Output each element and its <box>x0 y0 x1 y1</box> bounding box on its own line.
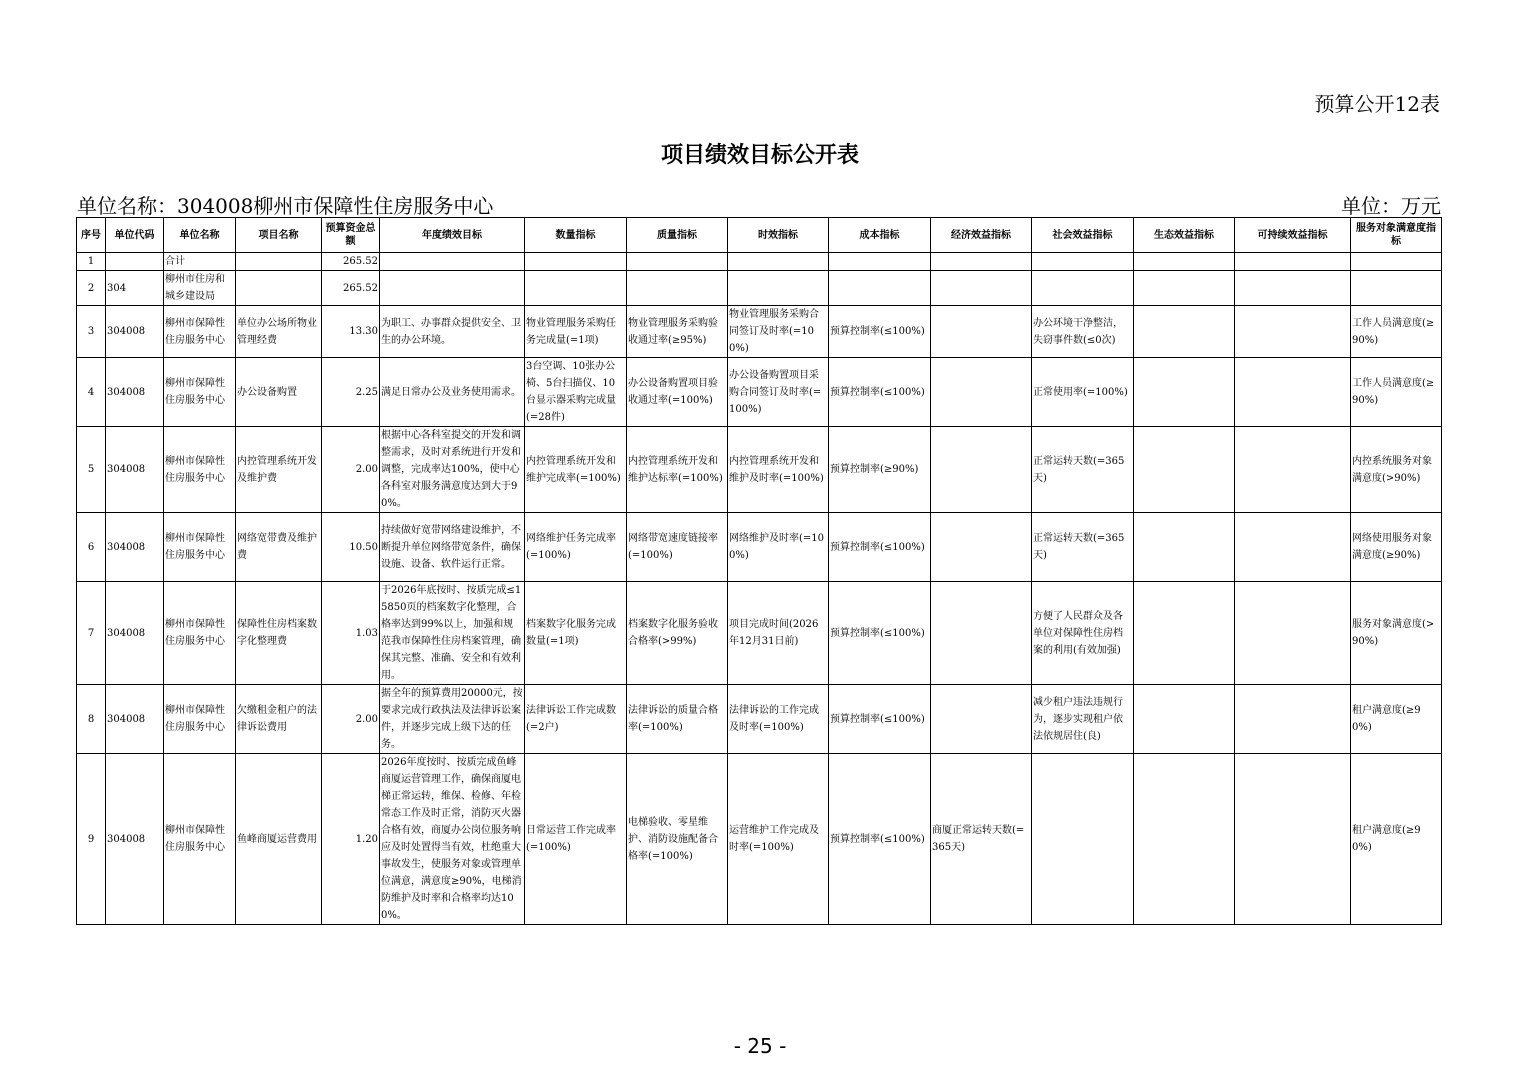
header-cell: 可持续效益指标 <box>1235 218 1351 253</box>
table-cell <box>1134 253 1235 271</box>
table-cell: 柳州市保障性住房服务中心 <box>164 754 236 925</box>
table-cell: 5 <box>77 427 106 513</box>
table-cell <box>728 253 829 271</box>
table-cell: 304 <box>106 271 164 306</box>
table-cell: 办公设备购置 <box>236 358 322 427</box>
table-number-label: 预算公开12表 <box>1314 92 1440 116</box>
table-cell <box>1032 253 1134 271</box>
table-cell: 304008 <box>106 306 164 358</box>
header-cell: 单位代码 <box>106 218 164 253</box>
table-cell <box>931 513 1032 582</box>
table-row <box>77 306 1442 358</box>
table-body <box>77 253 1442 925</box>
table-cell <box>1032 754 1134 925</box>
table-cell <box>380 253 525 271</box>
table-cell <box>1235 306 1351 358</box>
table-cell: 柳州市保障性住房服务中心 <box>164 513 236 582</box>
table-cell: 预算控制率(≥90%) <box>829 427 931 513</box>
table-row <box>77 582 1442 685</box>
table-cell: 项目完成时间(2026年12月31日前) <box>728 582 829 685</box>
table-cell: 正常运转天数(=365天) <box>1032 513 1134 582</box>
table-cell <box>1134 582 1235 685</box>
table-cell: 2.00 <box>322 685 380 754</box>
header-cell: 服务对象满意度指标 <box>1351 218 1442 253</box>
table-cell: 265.52 <box>322 271 380 306</box>
table-cell: 工作人员满意度(≥90%) <box>1351 358 1442 427</box>
unit-info-line <box>77 190 1441 219</box>
table-cell <box>1235 685 1351 754</box>
table-cell <box>728 271 829 306</box>
table-cell: 1 <box>77 253 106 271</box>
table-cell <box>1134 513 1235 582</box>
table-header-row <box>77 218 1442 253</box>
table-cell: 1.20 <box>322 754 380 925</box>
unit-name: 单位名称：304008柳州市保障性住房服务中心 <box>77 194 494 218</box>
header-cell: 时效指标 <box>728 218 829 253</box>
table-row <box>77 685 1442 754</box>
table-cell <box>1134 685 1235 754</box>
table-cell <box>1235 253 1351 271</box>
table-row <box>77 253 1442 271</box>
table-cell: 柳州市保障性住房服务中心 <box>164 358 236 427</box>
table-cell: 租户满意度(≥90%) <box>1351 754 1442 925</box>
table-cell: 6 <box>77 513 106 582</box>
table-cell: 2.00 <box>322 427 380 513</box>
table-cell: 内控管理系统开发和维护及时率(=100%) <box>728 427 829 513</box>
table-cell: 根据中心各科室提交的开发和调整需求，及时对系统进行开发和调整，完成率达100%，使中心各科室对服务满意度达到大于90%。 <box>380 427 525 513</box>
table-cell <box>1351 253 1442 271</box>
performance-table <box>76 217 1442 925</box>
table-cell: 3台空调、10张办公椅、5台扫描仪、10台显示器采购完成量(=28件) <box>525 358 627 427</box>
table-cell: 柳州市住房和城乡建设局 <box>164 271 236 306</box>
table-cell <box>106 253 164 271</box>
table-cell: 物业管理服务采购合同签订及时率(=100%) <box>728 306 829 358</box>
table-cell: 为职工、办事群众提供安全、卫生的办公环境。 <box>380 306 525 358</box>
table-cell: 法律诉讼的工作完成及时率(=100%) <box>728 685 829 754</box>
table-cell: 正常使用率(=100%) <box>1032 358 1134 427</box>
table-cell: 预算控制率(≤100%) <box>829 754 931 925</box>
table-cell <box>931 306 1032 358</box>
table-cell: 商厦正常运转天数(=365天) <box>931 754 1032 925</box>
table-cell: 网络宽带费及维护费 <box>236 513 322 582</box>
table-cell: 柳州市保障性住房服务中心 <box>164 306 236 358</box>
table-cell: 内控系统服务对象满意度(>90%) <box>1351 427 1442 513</box>
table-cell: 2026年度按时、按质完成鱼峰商厦运营管理工作，确保商厦电梯正常运转，维保、检修、年检常态工作及时正常，消防灭火器合格有效，商厦办公岗位服务响应及时处置得当有效，杜绝重大事故发生，使服务对象或管理单位满意，满意度≥90%，电梯消防维护及时率和合格率均达100%。 <box>380 754 525 925</box>
table-cell: 网络维护及时率(=100%) <box>728 513 829 582</box>
header-cell: 质量指标 <box>627 218 728 253</box>
table-cell: 265.52 <box>322 253 380 271</box>
table-cell: 3 <box>77 306 106 358</box>
table-cell: 内控管理系统开发及维护费 <box>236 427 322 513</box>
table-cell <box>1235 582 1351 685</box>
currency-unit: 单位：万元 <box>1341 194 1441 218</box>
table-cell: 7 <box>77 582 106 685</box>
table-cell: 运营维护工作完成及时率(=100%) <box>728 754 829 925</box>
table-cell: 304008 <box>106 427 164 513</box>
table-cell: 2.25 <box>322 358 380 427</box>
table-cell <box>1134 271 1235 306</box>
table-cell: 办公环境干净整洁，失窃事件数(≤0次) <box>1032 306 1134 358</box>
table-cell <box>1134 358 1235 427</box>
table-cell: 网络使用服务对象满意度(≥90%) <box>1351 513 1442 582</box>
table-cell <box>931 253 1032 271</box>
table-cell <box>1351 271 1442 306</box>
header-cell: 社会效益指标 <box>1032 218 1134 253</box>
page-number: - 25 - <box>733 1034 787 1058</box>
header-cell: 预算资金总额 <box>322 218 380 253</box>
table-cell: 满足日常办公及业务使用需求。 <box>380 358 525 427</box>
header-cell: 经济效益指标 <box>931 218 1032 253</box>
table-cell <box>380 271 525 306</box>
table-row <box>77 513 1442 582</box>
table-cell: 304008 <box>106 754 164 925</box>
table-row <box>77 754 1442 925</box>
header-cell: 序号 <box>77 218 106 253</box>
table-cell: 服务对象满意度(>90%) <box>1351 582 1442 685</box>
table-cell: 8 <box>77 685 106 754</box>
table-cell <box>1032 271 1134 306</box>
table-cell <box>1235 271 1351 306</box>
table-cell <box>931 685 1032 754</box>
table-cell: 于2026年底按时、按质完成≤15850页的档案数字化整理，合格率达到99%以上，加强和规范我市保障性住房档案管理，确保其完整、准确、安全和有效利用。 <box>380 582 525 685</box>
table-cell: 档案数字化服务验收合格率(>99%) <box>627 582 728 685</box>
table-cell: 日常运营工作完成率(=100%) <box>525 754 627 925</box>
table-row <box>77 427 1442 513</box>
header-cell: 年度绩效目标 <box>380 218 525 253</box>
header-cell: 生态效益指标 <box>1134 218 1235 253</box>
table-cell <box>931 427 1032 513</box>
table-cell: 法律诉讼工作完成数(=2户) <box>525 685 627 754</box>
table-cell <box>627 271 728 306</box>
table-cell: 预算控制率(≤100%) <box>829 358 931 427</box>
header-cell: 数量指标 <box>525 218 627 253</box>
table-cell: 内控管理系统开发和维护达标率(=100%) <box>627 427 728 513</box>
table-cell: 预算控制率(≤100%) <box>829 685 931 754</box>
table-cell: 办公设备购置项目采购合同签订及时率(=100%) <box>728 358 829 427</box>
table-cell: 304008 <box>106 685 164 754</box>
table-cell: 鱼峰商厦运营费用 <box>236 754 322 925</box>
table-cell <box>1134 754 1235 925</box>
table-cell: 据全年的预算费用20000元，按要求完成行政执法及法律诉讼案件，并逐步完成上级下达的任务。 <box>380 685 525 754</box>
table-cell: 法律诉讼的质量合格率(=100%) <box>627 685 728 754</box>
table-cell: 网络带宽速度链接率(=100%) <box>627 513 728 582</box>
table-cell: 304008 <box>106 513 164 582</box>
table-cell: 预算控制率(≤100%) <box>829 513 931 582</box>
table-cell: 方便了人民群众及各单位对保障性住房档案的利用(有效加强) <box>1032 582 1134 685</box>
table-cell: 柳州市保障性住房服务中心 <box>164 685 236 754</box>
table-cell <box>931 271 1032 306</box>
table-cell <box>236 271 322 306</box>
table-cell <box>1235 358 1351 427</box>
table-cell: 预算控制率(≤100%) <box>829 582 931 685</box>
table-cell <box>931 358 1032 427</box>
table-cell: 保障性住房档案数字化整理费 <box>236 582 322 685</box>
page-title: 项目绩效目标公开表 <box>660 143 859 168</box>
table-cell: 正常运转天数(=365天) <box>1032 427 1134 513</box>
table-cell <box>627 253 728 271</box>
table-cell: 柳州市保障性住房服务中心 <box>164 582 236 685</box>
table-cell: 物业管理服务采购验收通过率(≥95%) <box>627 306 728 358</box>
table-cell: 减少租户违法违规行为，逐步实现租户依法依规居住(良) <box>1032 685 1134 754</box>
table-cell: 工作人员满意度(≥90%) <box>1351 306 1442 358</box>
table-cell: 档案数字化服务完成数量(=1项) <box>525 582 627 685</box>
table-cell <box>931 582 1032 685</box>
table-cell <box>1134 306 1235 358</box>
table-row <box>77 271 1442 306</box>
table-cell: 合计 <box>164 253 236 271</box>
table-cell: 物业管理服务采购任务完成量(=1项) <box>525 306 627 358</box>
table-cell <box>1235 427 1351 513</box>
table-cell: 办公设备购置项目验收通过率(=100%) <box>627 358 728 427</box>
header-cell: 单位名称 <box>164 218 236 253</box>
table-cell <box>1235 513 1351 582</box>
table-cell: 9 <box>77 754 106 925</box>
header-cell: 成本指标 <box>829 218 931 253</box>
table-cell: 欠缴租金租户的法律诉讼费用 <box>236 685 322 754</box>
table-cell <box>1134 427 1235 513</box>
table-cell <box>829 271 931 306</box>
table-cell: 柳州市保障性住房服务中心 <box>164 427 236 513</box>
table-cell <box>1235 754 1351 925</box>
header-cell: 项目名称 <box>236 218 322 253</box>
table-cell: 持续做好宽带网络建设维护，不断提升单位网络带宽条件，确保设施、设备、软件运行正常。 <box>380 513 525 582</box>
table-cell: 304008 <box>106 358 164 427</box>
table-cell: 4 <box>77 358 106 427</box>
table-cell: 13.30 <box>322 306 380 358</box>
table-cell: 租户满意度(≥90%) <box>1351 685 1442 754</box>
table-cell <box>236 253 322 271</box>
table-cell <box>525 271 627 306</box>
table-cell: 内控管理系统开发和维护完成率(=100%) <box>525 427 627 513</box>
table-cell: 2 <box>77 271 106 306</box>
table-cell: 电梯验收、零星维护、消防设施配备合格率(=100%) <box>627 754 728 925</box>
table-cell: 304008 <box>106 582 164 685</box>
table-cell: 网络维护任务完成率(=100%) <box>525 513 627 582</box>
table-cell <box>829 253 931 271</box>
table-row <box>77 358 1442 427</box>
table-cell: 预算控制率(≤100%) <box>829 306 931 358</box>
table-cell: 1.03 <box>322 582 380 685</box>
table-cell: 10.50 <box>322 513 380 582</box>
table-cell <box>525 253 627 271</box>
table-cell: 单位办公场所物业管理经费 <box>236 306 322 358</box>
